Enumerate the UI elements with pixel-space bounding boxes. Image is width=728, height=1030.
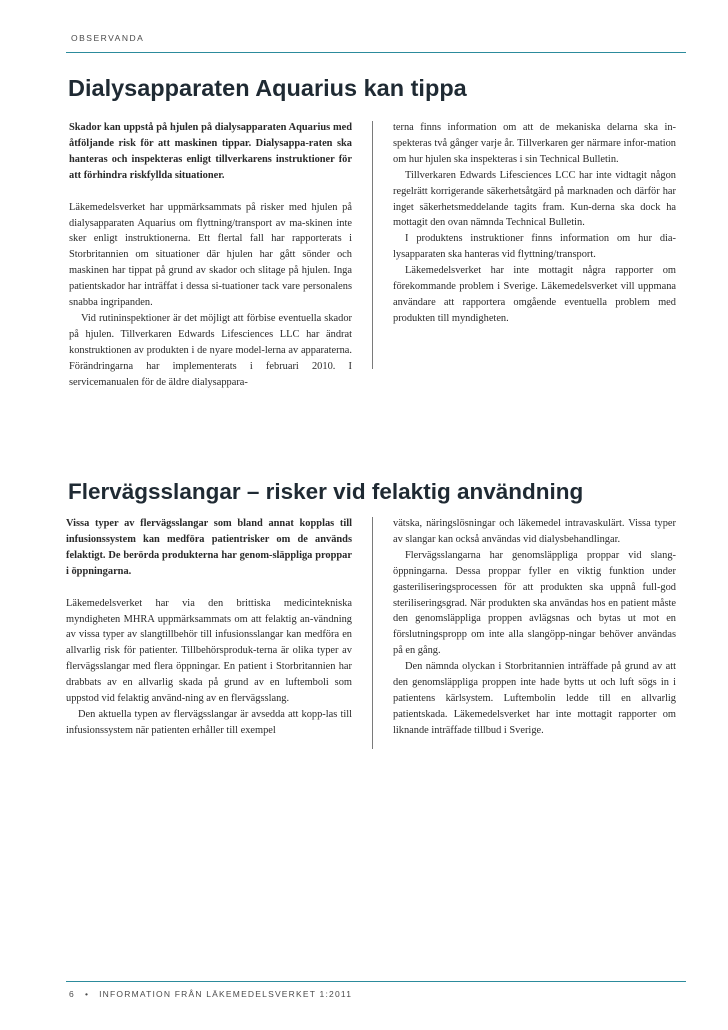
article-2-paragraph: Den aktuella typen av flervägsslangar är avsedda att kopp-las till infusionssystem när patienten erhåller till exempel	[66, 708, 352, 736]
article-2-paragraph: vätska, näringslösningar och läkemedel intravaskulärt. Vissa typer av slangar kan också användas vid dialysbehandlingar.	[393, 518, 676, 545]
page-number: 6	[69, 989, 75, 999]
article-1-paragraph: Vid rutininspektioner är det möjligt att förbise eventuella skador på hjulen. Tillverkaren Edwards Lifesciences LLC har ändrat konstruktionen av produkten i de nyare model-lerna av apparaterna. Förändringarna har implementerats i februari 2010. I servicemanualen för de äldre dialysappara-	[69, 312, 352, 388]
article-2-left-column	[66, 516, 352, 739]
section-label: OBSERVANDA	[71, 33, 145, 43]
article-1-paragraph: terna finns information om att de mekaniska delarna ska in-spekteras två gånger varje år. Tillverkaren ger närmare infor-mation om hur hjulen ska inspekteras i sin Technical Bulletin.	[393, 122, 676, 165]
article-1-paragraph: Tillverkaren Edwards Lifesciences LCC har inte vidtagit någon regelrätt korrigerande säkerhetsåtgärd på marknaden och därför har inget säkerhetsmeddelande tagits fram. Kun-derna ska dock ha mottagit den ovan nämnda Technical Bulletin.	[393, 169, 676, 229]
column-divider	[372, 517, 373, 749]
article-2-paragraph: Läkemedelsverket har via den brittiska medicintekniska myndigheten MHRA uppmärksammats om att felaktig an-vändning av vissa typer av slangtillbehör till infusionsslangar kan medföra en allvarlig risk för patienter. Tillbehörsproduk-terna är olika typer av flervägsslangar med flera öppningar. En patient i Storbritannien har drabbats av en allvarlig skada på grund av en luftemboli som uppstod vid felaktig använd-ning av en flervägsslang.	[66, 597, 352, 705]
header-rule	[66, 52, 686, 53]
article-1-left-column	[69, 120, 352, 391]
article-1-lead: Skador kan uppstå på hjulen på dialysapparaten Aquarius med åtföljande risk för att maskinen tippar. Dialysappa-raten ska hanteras och inspekteras enligt tillverkarens instruktioner för att förhindra riskfyllda situationer.	[69, 122, 352, 181]
article-2-right-column	[393, 516, 676, 739]
article-1-paragraph: Läkemedelsverket har uppmärksammats på risker med hjulen på dialysapparaten Aquarius om flyttning/transport av ma-skinen inte sker enligt instruktionerna. Ett flertal fall har rapporterats i Storbritannien om situationer där hjulen har gått sönder och maskinen har tippat på grund av skador och slitage på hjulen. Inga patientskador har inträffat i dessa si-tuationer tack vare personalens snabba ingripanden.	[69, 201, 352, 309]
article-1-title: Dialysapparaten Aquarius kan tippa	[68, 75, 467, 101]
footer-rule	[66, 981, 686, 982]
article-2-title: Flervägsslangar – risker vid felaktig användning	[68, 479, 584, 504]
article-1-paragraph: I produktens instruktioner finns information om hur dia-lysapparaten ska hanteras vid flyttning/transport.	[393, 233, 676, 261]
column-divider	[372, 121, 373, 369]
footer-bullet: •	[84, 989, 90, 999]
article-2-paragraph: Flervägsslangarna har genomsläppliga proppar vid slang-öppningarna. Dessa proppar fyller en viktig funktion under gasteriliseringsprocessen för att produkten ska uppnå full-god steriliseringsgrad. När produkten ska användas hos en patient måste den genomsläppliga proppen avlägsnas och bytas ut mot en förslutningspropp om inte alla slangöpp-ningar behöver användas på en gång.	[393, 549, 676, 657]
publication-name: INFORMATION FRÅN LÄKEMEDELSVERKET 1:2011	[99, 989, 353, 999]
article-2-paragraph: Den nämnda olyckan i Storbritannien inträffade på grund av att den genomsläppliga proppen inte hade bytts ut och luft sögs in i patientens kärlsystem. Luftembolin ledde till en allvarlig patientskada. Läkemedelsverket har inte mottagit rapporter om liknande inträffade tillbud i Sverige.	[393, 661, 676, 736]
article-2-lead: Vissa typer av flervägsslangar som bland annat kopplas till infusionssystem kan medföra patientrisker om de används felaktigt. De berörda produkterna har genom-släppliga proppar i öppningarna.	[66, 518, 352, 577]
article-1-paragraph: Läkemedelsverket har inte mottagit några rapporter om förekommande problem i Sverige. Läkemedelsverket vill uppmana användare att rapportera omgående eventuella problem med produkten till myndigheten.	[393, 265, 676, 324]
footer	[69, 989, 352, 999]
article-1-right-column	[393, 120, 676, 327]
